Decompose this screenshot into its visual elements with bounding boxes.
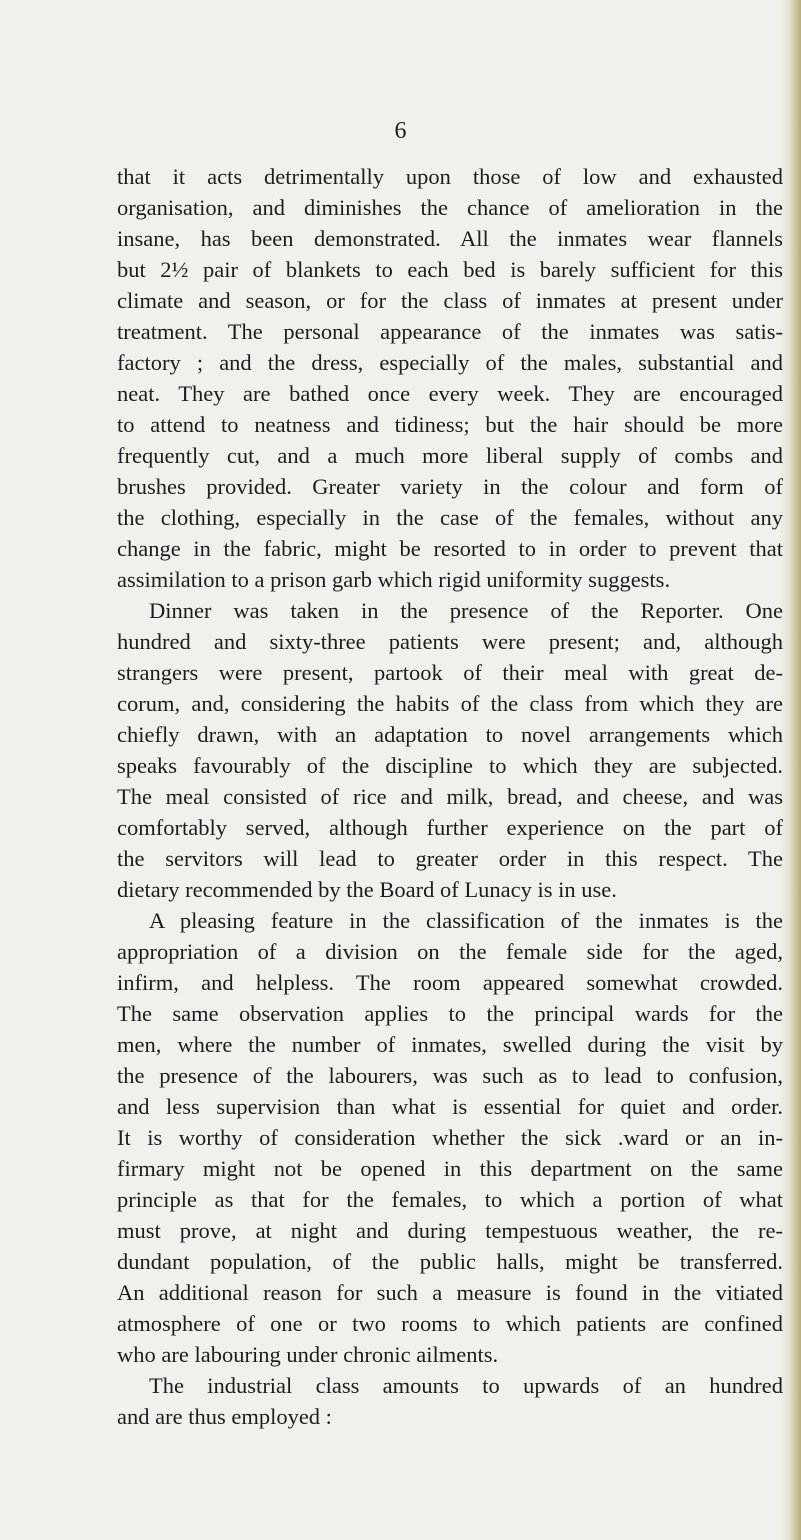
text-line: firmary might not be opened in this department on the same xyxy=(117,1156,783,1181)
body-text xyxy=(117,161,783,1432)
text-line: that it acts detrimentally upon those of low and exhausted xyxy=(117,164,783,189)
text-line: the clothing, especially in the case of the females, without any xyxy=(117,505,783,530)
text-line: comfortably served, although further experience on the part of xyxy=(117,815,783,840)
text-line: neat. They are bathed once every week. They are encouraged xyxy=(117,381,783,406)
text-line: dundant population, of the public halls, might be transferred. xyxy=(117,1249,783,1274)
text-line: organisation, and diminishes the chance of amelioration in the xyxy=(117,195,783,220)
text-line: An additional reason for such a measure is found in the vitiated xyxy=(117,1280,783,1305)
text-line: but 2½ pair of blankets to each bed is barely sufficient for this xyxy=(117,257,783,282)
text-line: the servitors will lead to greater order in this respect. The xyxy=(117,846,783,871)
text-line: appropriation of a division on the female side for the aged, xyxy=(117,939,783,964)
text-line: infirm, and helpless. The room appeared somewhat crowded. xyxy=(117,970,783,995)
text-line: men, where the number of inmates, swelled during the visit by xyxy=(117,1032,783,1057)
text-line: corum, and, considering the habits of the class from which they are xyxy=(117,691,783,716)
text-line: strangers were present, partook of their meal with great de- xyxy=(117,660,783,685)
text-line: speaks favourably of the discipline to which they are subjected. xyxy=(117,753,783,778)
text-line: atmosphere of one or two rooms to which patients are confined xyxy=(117,1311,783,1336)
text-line: climate and season, or for the class of inmates at present under xyxy=(117,288,783,313)
text-line: assimilation to a prison garb which rigid uniformity suggests. xyxy=(117,567,671,592)
text-line: insane, has been demonstrated. All the inmates wear flannels xyxy=(117,226,783,251)
text-line: factory ; and the dress, especially of the males, substantial and xyxy=(117,350,783,375)
text-line: Dinner was taken in the presence of the Reporter. One xyxy=(149,598,783,623)
text-line: The meal consisted of rice and milk, bread, and cheese, and was xyxy=(117,784,783,809)
text-line: hundred and sixty-three patients were present; and, although xyxy=(117,629,783,654)
text-line: The industrial class amounts to upwards of an hundred xyxy=(149,1373,783,1398)
text-line: brushes provided. Greater variety in the colour and form of xyxy=(117,474,783,499)
text-line: who are labouring under chronic ailments. xyxy=(117,1342,499,1367)
text-line: treatment. The personal appearance of the inmates was satis- xyxy=(117,319,783,344)
text-line: The same observation applies to the principal wards for the xyxy=(117,1001,783,1026)
text-line: to attend to neatness and tidiness; but the hair should be more xyxy=(117,412,783,437)
text-line: principle as that for the females, to which a portion of what xyxy=(117,1187,783,1212)
text-line: the presence of the labourers, was such as to lead to confusion, xyxy=(117,1063,783,1088)
page-number: 6 xyxy=(394,118,407,144)
text-line: and less supervision than what is essential for quiet and order. xyxy=(117,1094,783,1119)
text-line: must prove, at night and during tempestuous weather, the re- xyxy=(117,1218,783,1243)
text-line: It is worthy of consideration whether the sick .ward or an in- xyxy=(117,1125,783,1150)
text-line: frequently cut, and a much more liberal supply of combs and xyxy=(117,443,783,468)
text-line: chiefly drawn, with an adaptation to novel arrangements which xyxy=(117,722,783,747)
text-line: dietary recommended by the Board of Lunacy is in use. xyxy=(117,877,617,902)
text-line: A pleasing feature in the classification of the inmates is the xyxy=(149,908,783,933)
text-line: and are thus employed : xyxy=(117,1404,332,1429)
text-line: change in the fabric, might be resorted to in order to prevent that xyxy=(117,536,783,561)
